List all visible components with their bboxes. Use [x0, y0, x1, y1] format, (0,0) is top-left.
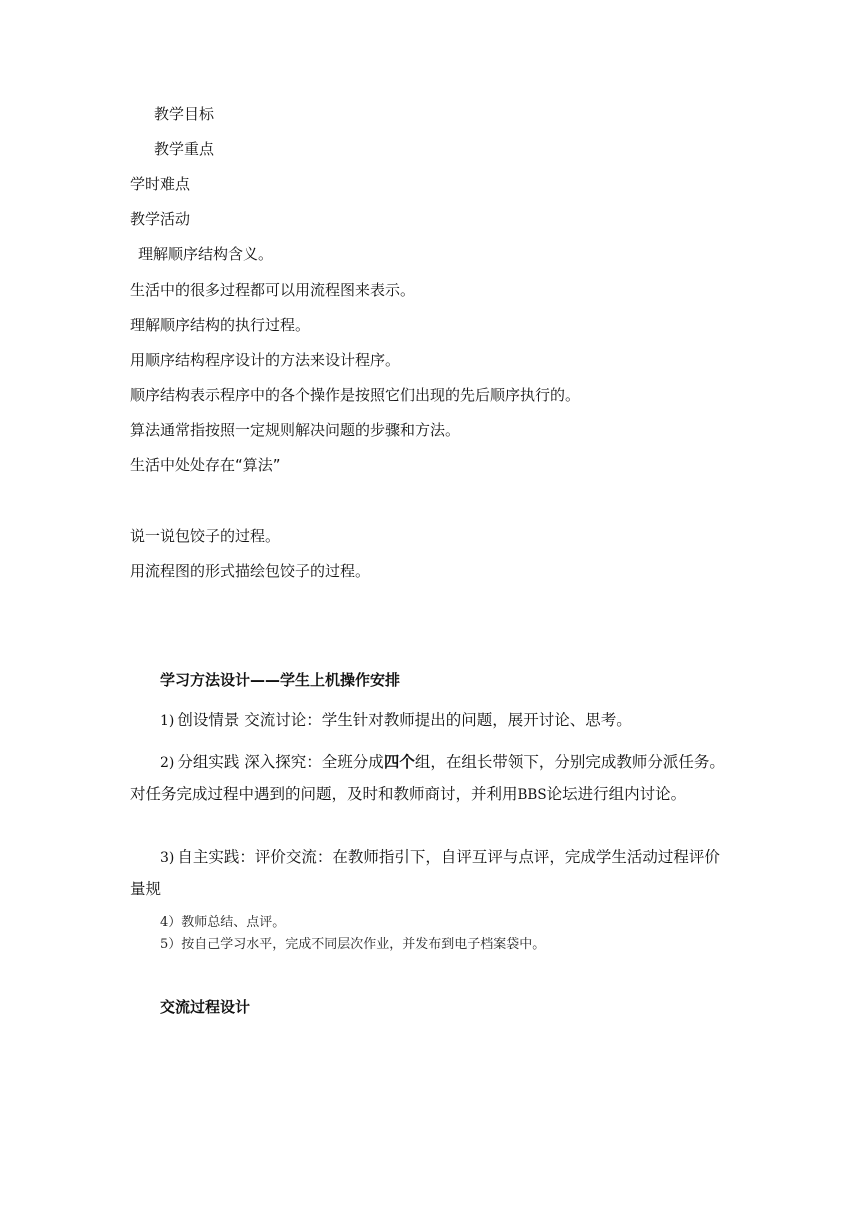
point-item: 理解顺序结构的执行过程。: [130, 316, 311, 334]
item-bold-text: 四个: [383, 753, 415, 771]
item-number: 2): [160, 755, 175, 771]
dumpling-item: 用流程图的形式描绘包饺子的过程。: [130, 562, 371, 580]
outline-focus: 教学重点: [154, 140, 215, 158]
item-text: 分组实践 深入探究：全班分成: [177, 753, 384, 771]
method-item-3: [130, 842, 730, 905]
point-item: 用顺序结构程序设计的方法来设计程序。: [130, 351, 401, 369]
outline-difficulty: 学时难点: [130, 175, 191, 193]
point-item: 顺序结构表示程序中的各个操作是按照它们出现的先后顺序执行的。: [130, 386, 581, 404]
method-section-title: 学习方法设计——学生上机操作安排: [160, 671, 401, 689]
exchange-section-title: 交流过程设计: [160, 998, 251, 1016]
method-item-4: 4）教师总结、点评。: [160, 915, 286, 930]
item-number: 3): [160, 850, 175, 866]
point-item: 生活中的很多过程都可以用流程图来表示。: [130, 281, 416, 299]
dumpling-item: 说一说包饺子的过程。: [130, 527, 281, 545]
outline-goal: 教学目标: [154, 105, 215, 123]
item-text: 创设情景 交流讨论：学生针对教师提出的问题，展开讨论、思考。: [177, 711, 632, 729]
bbs-label: BBS: [517, 787, 547, 803]
item-text: 论坛进行组内讨论。: [546, 785, 687, 803]
method-item-1: [130, 705, 730, 737]
method-item-5: 5）按自己学习水平，完成不同层次作业，并发布到电子档案袋中。: [160, 937, 546, 952]
item-text: 自主实践：评价交流：在教师指引下，自评互评与点评，完成学生活动过程评价量规: [130, 848, 720, 898]
point-item: 生活中处处存在“算法”: [130, 456, 281, 474]
outline-activity: 教学活动: [130, 210, 191, 228]
item-number: 1): [160, 713, 175, 729]
point-item: 理解顺序结构含义。: [138, 245, 274, 263]
method-item-2: [130, 747, 730, 811]
item-text: 组，在组长带领下，分别完成教师分派任务。对任务完成过程中遇到的问题，及时和教师商讨，并利用: [130, 753, 725, 803]
point-item: 算法通常指按照一定规则解决问题的步骤和方法。: [130, 421, 461, 439]
